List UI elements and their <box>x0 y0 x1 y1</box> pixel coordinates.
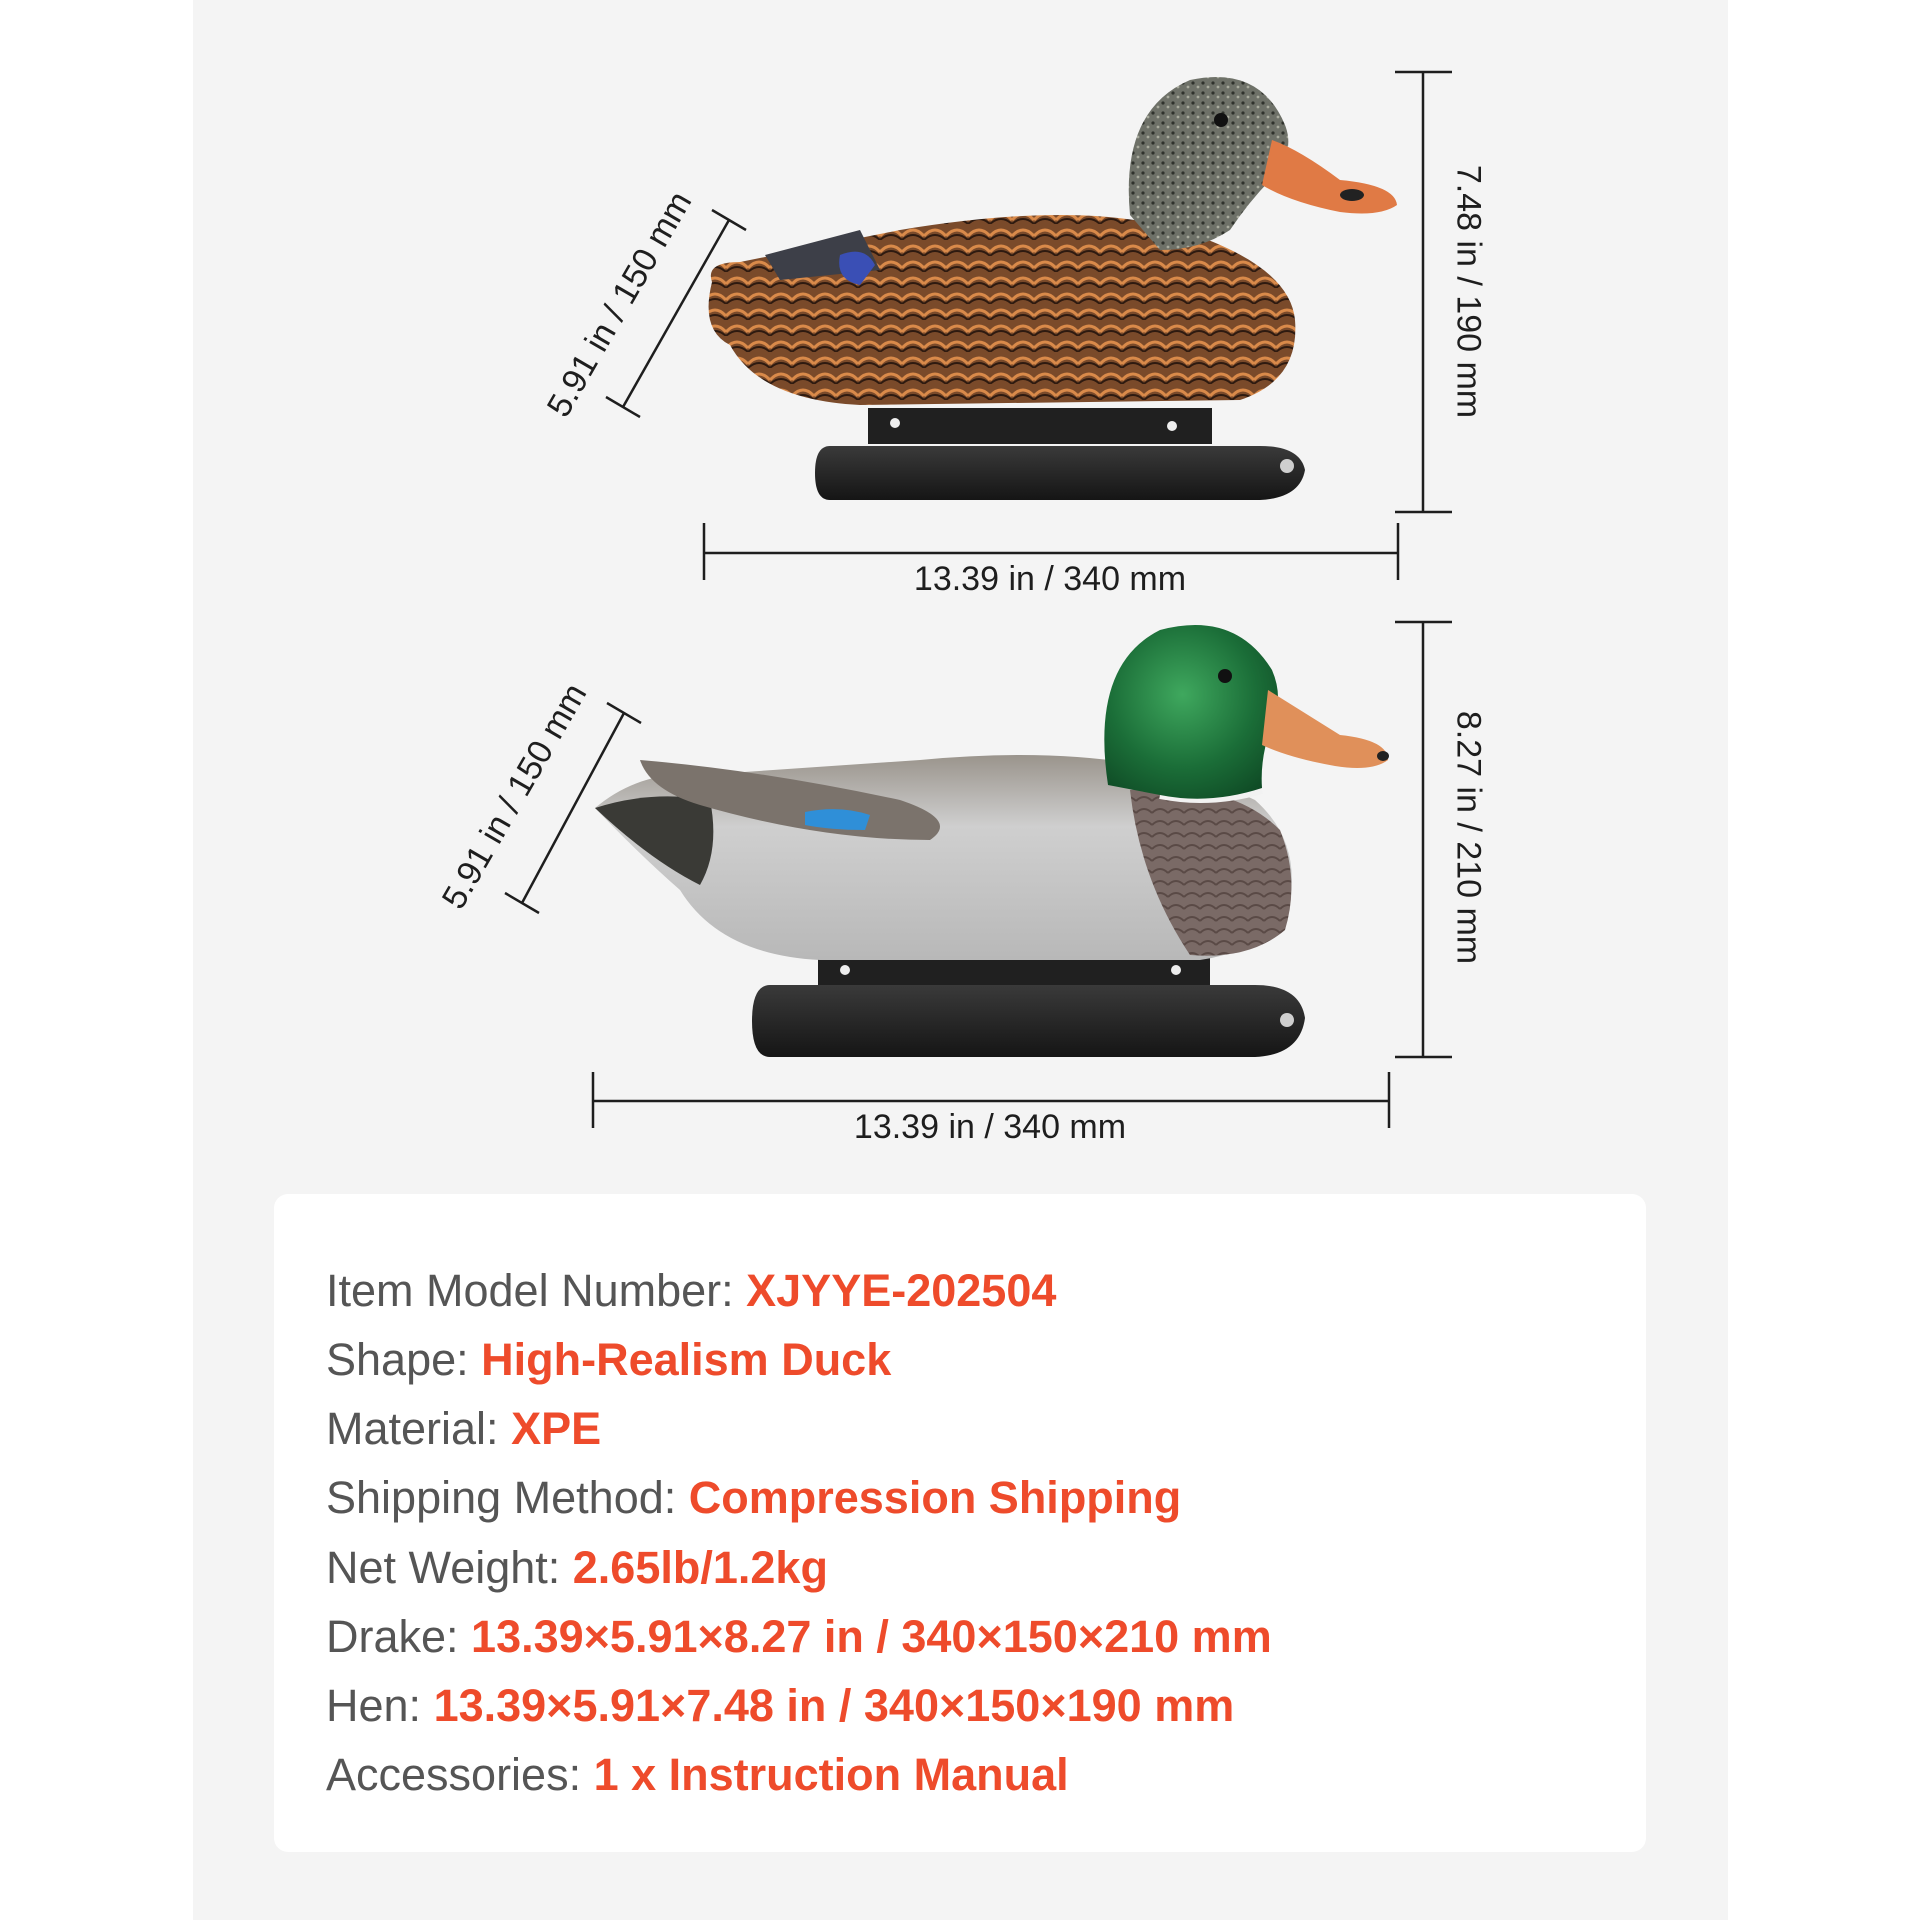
spec-value: 2.65lb/1.2kg <box>572 1542 828 1593</box>
spec-value: Compression Shipping <box>688 1472 1182 1523</box>
hen-depth-label: 5.91 in / 150 mm <box>539 185 700 424</box>
hen-head <box>1129 77 1289 250</box>
hen-decoy-image <box>709 77 1397 500</box>
drake-head <box>1104 625 1278 799</box>
spec-value: 1 x Instruction Manual <box>593 1749 1069 1800</box>
spec-label: Item Model Number: <box>326 1265 747 1316</box>
spec-label: Material: <box>326 1403 512 1454</box>
hen-bill <box>1262 140 1397 213</box>
drake-bill <box>1262 690 1388 768</box>
spec-label: Accessories: <box>326 1749 594 1800</box>
drake-height-label: 8.27 in / 210 mm <box>1449 710 1488 965</box>
spec-label: Drake: <box>326 1611 472 1662</box>
spec-row-drake <box>326 1611 1272 1663</box>
spec-value: XPE <box>511 1403 602 1454</box>
spec-label: Shipping Method: <box>326 1472 689 1523</box>
drake-decoy-image <box>595 625 1389 1057</box>
spec-value: XJYYE-202504 <box>746 1265 1057 1316</box>
hen-keel <box>815 446 1305 500</box>
spec-value: High-Realism Duck <box>481 1334 892 1385</box>
spec-row-accessories <box>326 1749 1069 1801</box>
drake-depth-label: 5.91 in / 150 mm <box>434 677 595 916</box>
spec-row-model <box>326 1265 1056 1317</box>
spec-label: Hen: <box>326 1680 434 1731</box>
spec-row-weight <box>326 1542 828 1594</box>
spec-row-hen <box>326 1680 1234 1732</box>
spec-value: 13.39×5.91×7.48 in / 340×150×190 mm <box>433 1680 1235 1731</box>
hen-height-label: 7.48 in / 190 mm <box>1449 164 1488 419</box>
drake-keel <box>752 985 1305 1057</box>
spec-row-shape <box>326 1334 891 1386</box>
spec-card <box>274 1194 1646 1852</box>
spec-row-shipping <box>326 1472 1181 1524</box>
drake-length-label: 13.39 in / 340 mm <box>853 1108 1127 1146</box>
drake-keel-bracket <box>818 958 1210 988</box>
spec-label: Net Weight: <box>326 1542 573 1593</box>
spec-row-material <box>326 1403 601 1455</box>
hen-body <box>709 215 1296 405</box>
spec-label: Shape: <box>326 1334 482 1385</box>
hen-keel-bracket <box>868 408 1212 444</box>
spec-value: 13.39×5.91×8.27 in / 340×150×210 mm <box>471 1611 1272 1662</box>
hen-length-label: 13.39 in / 340 mm <box>913 560 1187 598</box>
